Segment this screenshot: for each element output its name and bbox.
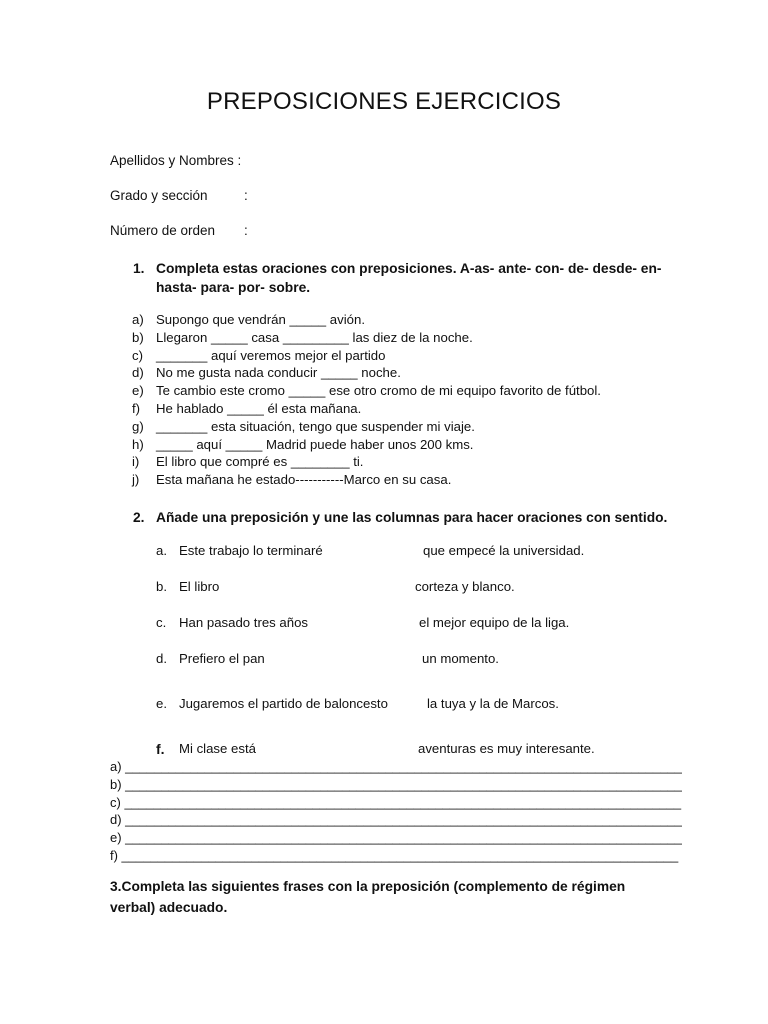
item-text: No me gusta nada conducir _____ noche. (156, 365, 401, 381)
answer-line: c) _____________________________________________________________________________ (110, 794, 682, 810)
field-label: Número de orden (110, 223, 216, 238)
left-column-text: Jugaremos el partido de baloncesto (179, 696, 388, 711)
answer-line: b) _____________________________________________________________________________ (110, 776, 682, 792)
field-apellidos-nombres (110, 153, 241, 168)
item-text: El libro que compré es ________ ti. (156, 454, 364, 470)
field-numero-orden (110, 223, 248, 238)
field-colon: : (244, 188, 248, 203)
left-column-text: Este trabajo lo terminaré (179, 543, 323, 558)
item-text: Te cambio este cromo _____ ese otro cromo de mi equipo favorito de fútbol. (156, 383, 601, 399)
item-text: Supongo que vendrán _____ avión. (156, 312, 365, 327)
item-letter: j) (132, 472, 140, 488)
item-letter: i) (132, 454, 140, 470)
field-grado-seccion (110, 188, 248, 203)
right-column-text: aventuras es muy interesante. (418, 741, 595, 756)
item-letter: f) (132, 400, 141, 416)
question-number: 2. (133, 510, 145, 525)
item-letter: a. (156, 543, 167, 558)
item-letter: d) (132, 365, 144, 381)
item-letter: c) (132, 347, 143, 363)
right-column-text: el mejor equipo de la liga. (419, 615, 570, 630)
question-1-heading (133, 259, 676, 297)
question-2-heading (133, 508, 716, 527)
answer-line: d) _____________________________________________________________________________ (110, 812, 682, 828)
item-text: _______ esta situación, tengo que suspender mi viaje. (156, 418, 475, 434)
right-column-text: corteza y blanco. (415, 579, 515, 594)
item-letter: c. (156, 615, 167, 630)
item-letter: f. (156, 741, 165, 757)
item-letter: e) (132, 383, 144, 399)
right-column-text: un momento. (422, 651, 499, 666)
question-3-heading: 3.Completa las siguientes frases con la preposición (complemento de régimen verbal) adecuado. (110, 879, 626, 915)
question-number: 1. (133, 261, 145, 276)
item-text: He hablado _____ él esta mañana. (156, 400, 362, 416)
page-title: PREPOSICIONES EJERCICIOS (206, 88, 562, 115)
answer-line: a) _____________________________________________________________________________ (110, 759, 682, 774)
question-2-text: Añade una preposición y une las columnas para hacer oraciones con sentido. (156, 510, 668, 525)
item-text: Llegaron _____ casa _________ las diez de la noche. (156, 329, 473, 345)
item-letter: d. (156, 651, 167, 666)
right-column-text: la tuya y la de Marcos. (427, 696, 559, 711)
field-label: Apellidos y Nombres : (110, 153, 242, 168)
item-text: _____ aquí _____ Madrid puede haber unos 200 kms. (156, 436, 474, 452)
item-letter: h) (132, 436, 144, 452)
left-column-text: El libro (179, 579, 220, 594)
right-column-text: que empecé la universidad. (423, 543, 585, 558)
field-label: Grado y sección (110, 188, 208, 203)
item-letter: e. (156, 696, 167, 711)
item-text: _______ aquí veremos mejor el partido (156, 347, 386, 363)
left-column-text: Han pasado tres años (179, 615, 309, 630)
answer-lines (110, 759, 682, 866)
item-letter: a) (132, 312, 144, 327)
question-1-line-1: Completa estas oraciones con preposiciones. A-as- ante- con- de- desde- en- (156, 261, 662, 276)
left-column-text: Prefiero el pan (179, 651, 265, 666)
item-letter: g) (132, 418, 144, 434)
answer-line: e) _____________________________________________________________________________ (110, 830, 682, 846)
left-column-text: Mi clase está (179, 741, 256, 756)
item-letter: b. (156, 579, 167, 594)
field-colon: : (244, 223, 248, 238)
item-letter: b) (132, 329, 144, 345)
question-1-line-2: hasta- para- por- sobre. (156, 280, 311, 295)
item-text: Esta mañana he estado-----------Marco en su casa. (156, 472, 452, 488)
answer-line: f) _____________________________________________________________________________ (110, 847, 679, 863)
